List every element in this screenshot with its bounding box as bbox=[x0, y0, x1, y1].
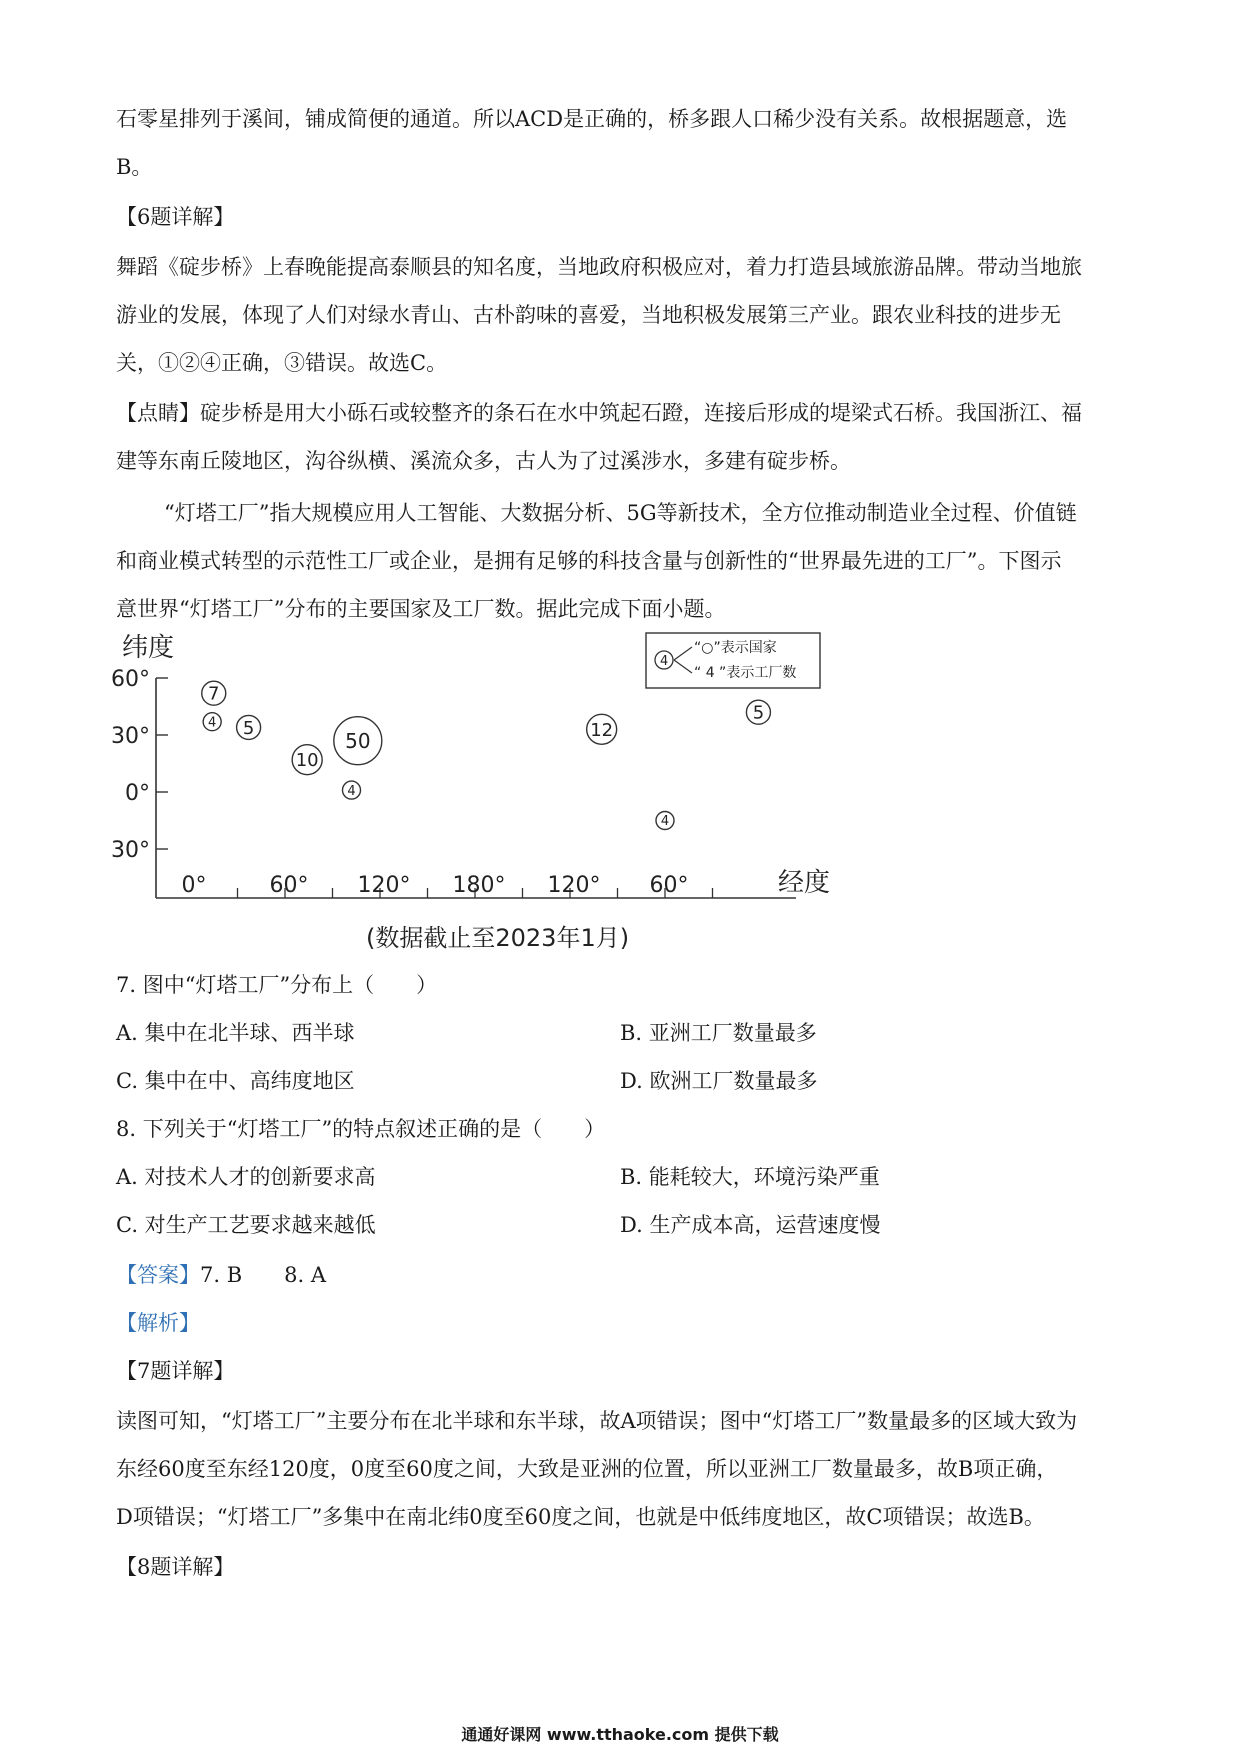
x-axis-label: 经度 bbox=[778, 868, 831, 898]
factory-count-label: 10 bbox=[295, 750, 319, 772]
tip-line: 建等东南丘陵地区，沟谷纵横、溪流众多，古人为了过溪涉水，多建有碇步桥。 bbox=[116, 449, 851, 473]
q8-detail-heading: 【8题详解】 bbox=[116, 1555, 235, 1579]
factory-count-label: 50 bbox=[345, 728, 371, 753]
intro-line: 意世界“灯塔工厂”分布的主要国家及工厂数。据此完成下面小题。 bbox=[116, 597, 726, 621]
intro-line: 和商业模式转型的示范性工厂或企业，是拥有足够的科技含量与创新性的“世界最先进的工厂”。下图示 bbox=[116, 549, 1062, 573]
q8-option-d[interactable]: D. 生产成本高，运营速度慢 bbox=[620, 1213, 881, 1237]
factory-count-label: 4 bbox=[208, 715, 217, 731]
tip-line: 【点睛】碇步桥是用大小砾石或较整齐的条石在水中筑起石蹬，连接后形成的堤梁式石桥。我国浙江、福 bbox=[116, 401, 1082, 425]
y-tick-label: 60° bbox=[111, 667, 150, 692]
y-axis-label: 纬度 bbox=[122, 633, 175, 663]
q7-detail-line: 读图可知，“灯塔工厂”主要分布在北半球和东半球，故A项错误；图中“灯塔工厂”数量最多的区域大致为 bbox=[116, 1409, 1078, 1433]
legend-symbol: 4 bbox=[660, 654, 669, 669]
factory-count-label: 4 bbox=[660, 814, 670, 830]
y-tick-label: 0° bbox=[125, 781, 150, 806]
answer-text: 7. B 8. A bbox=[200, 1263, 327, 1287]
lighthouse-factory-chart bbox=[110, 628, 850, 958]
q7-option-c[interactable]: C. 集中在中、高纬度地区 bbox=[116, 1069, 355, 1093]
x-tick-label: 180° bbox=[452, 873, 506, 898]
q7-detail-heading: 【7题详解】 bbox=[116, 1359, 235, 1383]
q7-stem: 7. 图中“灯塔工厂”分布上（ ） bbox=[116, 973, 438, 997]
q6-heading: 【6题详解】 bbox=[116, 205, 235, 229]
analysis-label: 【解析】 bbox=[116, 1311, 200, 1335]
chart-legend bbox=[646, 633, 820, 688]
x-tick-label: 60° bbox=[269, 873, 309, 898]
q7-option-d[interactable]: D. 欧洲工厂数量最多 bbox=[620, 1069, 818, 1093]
axes bbox=[156, 678, 796, 898]
q7-option-b[interactable]: B. 亚洲工厂数量最多 bbox=[620, 1021, 817, 1045]
x-tick-label: 120° bbox=[547, 873, 601, 898]
q8-option-c[interactable]: C. 对生产工艺要求越来越低 bbox=[116, 1213, 376, 1237]
answer-line bbox=[116, 1260, 326, 1290]
q7-detail-line: 东经60度至东经120度，0度至60度之间，大致是亚洲的位置，所以亚洲工厂数量最多，故B项正确， bbox=[116, 1457, 1058, 1481]
q8-option-b[interactable]: B. 能耗较大，环境污染严重 bbox=[620, 1165, 880, 1189]
factory-count-label: 5 bbox=[752, 702, 765, 724]
q6-line: 游业的发展，体现了人们对绿水青山、古朴韵味的喜爱，当地积极发展第三产业。跟农业科技的进步无 bbox=[116, 303, 1061, 327]
factory-count-label: 4 bbox=[347, 783, 356, 799]
x-tick-label: 0° bbox=[181, 873, 207, 898]
intro-line: “灯塔工厂”指大规模应用人工智能、大数据分析、5G等新技术，全方位推动制造业全过程、价值链 bbox=[164, 501, 1077, 525]
answer-label: 【答案】 bbox=[116, 1263, 200, 1287]
factory-count-label: 5 bbox=[242, 717, 255, 739]
y-tick-label: 30° bbox=[111, 724, 150, 749]
q8-stem: 8. 下列关于“灯塔工厂”的特点叙述正确的是（ ） bbox=[116, 1117, 606, 1141]
q8-option-a[interactable]: A. 对技术人才的创新要求高 bbox=[116, 1165, 376, 1189]
passage-line: B。 bbox=[116, 155, 153, 179]
q6-line: 关，①②④正确，③错误。故选C。 bbox=[116, 351, 448, 375]
passage-line: 石零星排列于溪间，铺成简便的通道。所以ACD是正确的，桥多跟人口稀少没有关系。故根据题意，选 bbox=[116, 107, 1068, 131]
y-tick-label: 30° bbox=[111, 838, 150, 863]
q7-detail-line: D项错误；“灯塔工厂”多集中在南北纬0度至60度之间，也就是中低纬度地区，故C项错误；故选B。 bbox=[116, 1505, 1045, 1529]
factory-count-label: 12 bbox=[590, 719, 614, 741]
factory-count-label: 7 bbox=[208, 683, 220, 705]
x-tick-label: 120° bbox=[357, 873, 411, 898]
q7-option-a[interactable]: A. 集中在北半球、西半球 bbox=[116, 1021, 355, 1045]
legend-line-1: “○”表示国家 bbox=[694, 640, 777, 656]
q6-line: 舞蹈《碇步桥》上春晚能提高泰顺县的知名度，当地政府积极应对，着力打造县域旅游品牌。带动当地旅 bbox=[116, 255, 1082, 279]
legend-line-2: “ 4 ”表示工厂数 bbox=[694, 665, 797, 681]
chart-caption: (数据截止至2023年1月) bbox=[366, 924, 630, 952]
page-footer: 通通好课网 www.tthaoke.com 提供下载 bbox=[461, 1725, 779, 1744]
x-tick-label: 60° bbox=[649, 873, 689, 898]
